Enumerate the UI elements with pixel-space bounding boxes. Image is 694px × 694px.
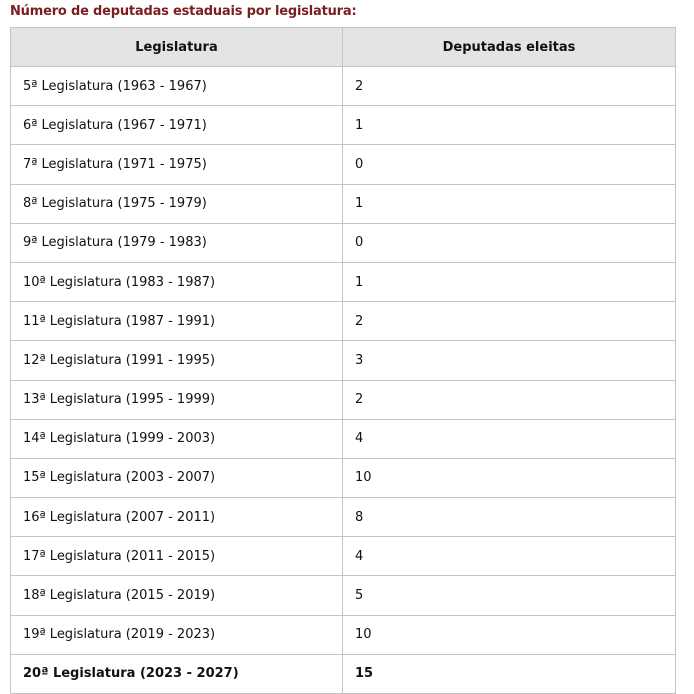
- deputadas-cell: 8: [343, 498, 676, 537]
- deputadas-cell: 3: [343, 341, 676, 380]
- table-row: [11, 223, 676, 262]
- table-header-row: [11, 28, 676, 67]
- table-row: [11, 615, 676, 654]
- legislature-table: [10, 27, 676, 694]
- table-row-current: [11, 654, 676, 693]
- legislatura-cell: 19ª Legislatura (2019 - 2023): [11, 615, 343, 654]
- legislatura-cell: 11ª Legislatura (1987 - 1991): [11, 302, 343, 341]
- table-row: [11, 341, 676, 380]
- legislatura-cell: 6ª Legislatura (1967 - 1971): [11, 106, 343, 145]
- legislatura-cell: 20ª Legislatura (2023 - 2027): [11, 654, 343, 693]
- legislatura-cell: 10ª Legislatura (1983 - 1987): [11, 262, 343, 301]
- legislatura-cell: 16ª Legislatura (2007 - 2011): [11, 498, 343, 537]
- table-row: [11, 145, 676, 184]
- legislatura-cell: 13ª Legislatura (1995 - 1999): [11, 380, 343, 419]
- deputadas-cell: 10: [343, 458, 676, 497]
- table-row: [11, 302, 676, 341]
- legislatura-cell: 18ª Legislatura (2015 - 2019): [11, 576, 343, 615]
- deputadas-cell: 1: [343, 106, 676, 145]
- table-row: [11, 458, 676, 497]
- deputadas-cell: 1: [343, 262, 676, 301]
- deputadas-cell: 10: [343, 615, 676, 654]
- deputadas-cell: 0: [343, 145, 676, 184]
- legislatura-cell: 17ª Legislatura (2011 - 2015): [11, 537, 343, 576]
- table-row: [11, 380, 676, 419]
- table-row: [11, 106, 676, 145]
- table-row: [11, 67, 676, 106]
- column-header-deputadas: Deputadas eleitas: [343, 28, 676, 67]
- deputadas-cell: 2: [343, 380, 676, 419]
- table-row: [11, 184, 676, 223]
- legislatura-cell: 8ª Legislatura (1975 - 1979): [11, 184, 343, 223]
- legislatura-cell: 14ª Legislatura (1999 - 2003): [11, 419, 343, 458]
- deputadas-cell: 1: [343, 184, 676, 223]
- deputadas-cell: 5: [343, 576, 676, 615]
- legislatura-cell: 15ª Legislatura (2003 - 2007): [11, 458, 343, 497]
- table-row: [11, 537, 676, 576]
- legislatura-cell: 7ª Legislatura (1971 - 1975): [11, 145, 343, 184]
- table-row: [11, 262, 676, 301]
- deputadas-cell: 15: [343, 654, 676, 693]
- table-row: [11, 419, 676, 458]
- deputadas-cell: 4: [343, 537, 676, 576]
- deputadas-cell: 4: [343, 419, 676, 458]
- deputadas-cell: 2: [343, 302, 676, 341]
- deputadas-cell: 0: [343, 223, 676, 262]
- deputadas-cell: 2: [343, 67, 676, 106]
- legislatura-cell: 5ª Legislatura (1963 - 1967): [11, 67, 343, 106]
- table-row: [11, 576, 676, 615]
- page-title: Número de deputadas estaduais por legislatura:: [10, 4, 357, 19]
- column-header-legislatura: Legislatura: [11, 28, 343, 67]
- table-row: [11, 498, 676, 537]
- legislatura-cell: 12ª Legislatura (1991 - 1995): [11, 341, 343, 380]
- legislatura-cell: 9ª Legislatura (1979 - 1983): [11, 223, 343, 262]
